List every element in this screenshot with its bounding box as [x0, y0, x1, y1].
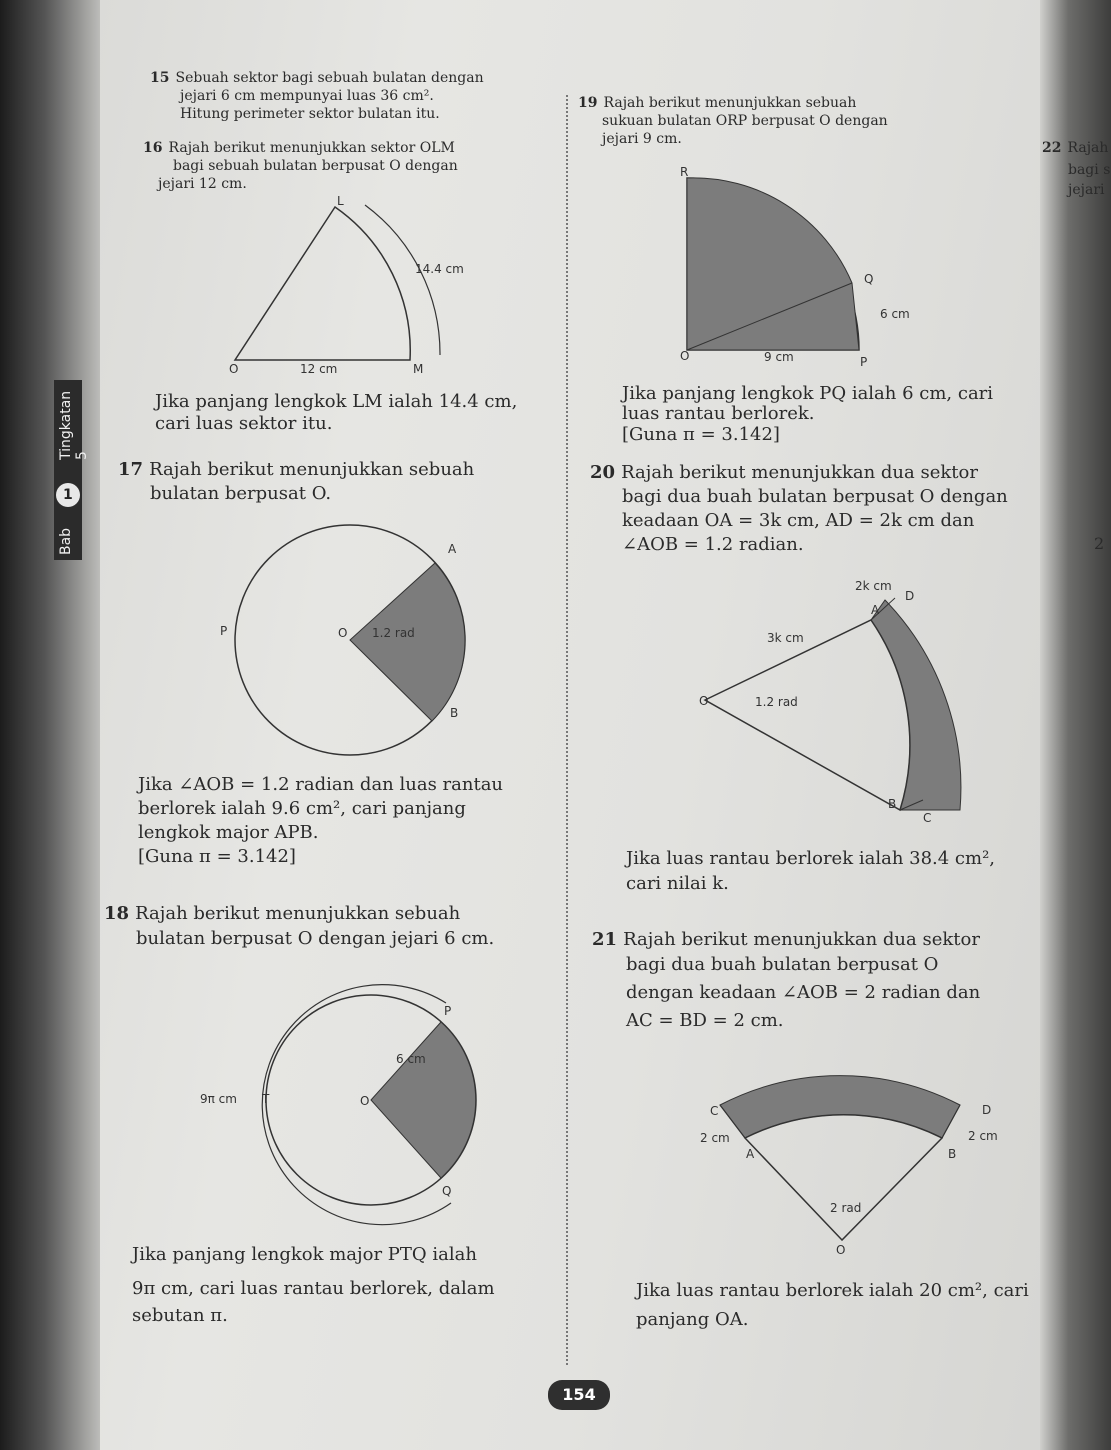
q16-sector-OLM — [235, 207, 410, 360]
q16-label-M: M — [413, 362, 424, 376]
q19-label-Q: Q — [864, 272, 874, 286]
q20-shaded-band — [871, 600, 961, 810]
q21-label-C: C — [710, 1104, 719, 1118]
q17-label-P: P — [220, 624, 228, 638]
q19-label-P: P — [860, 355, 868, 369]
chapter-side-tab — [44, 380, 90, 560]
q19-line2: sukuan bulatan ORP berpusat O dengan — [602, 113, 888, 129]
q19-shaded-region — [687, 178, 859, 350]
q17-label-A: A — [448, 542, 457, 556]
q21-line1: 21 Rajah berikut menunjukkan dua sektor — [592, 929, 980, 950]
q21-label-B: B — [948, 1147, 957, 1161]
q18-circle-diagram — [196, 975, 496, 1220]
q17-label-angle: 1.2 rad — [372, 626, 415, 640]
q21-question-line2: panjang OA. — [636, 1309, 749, 1330]
q16-label-L: L — [337, 194, 344, 208]
page-right-edge — [1040, 0, 1111, 1450]
q17-label-O: O — [338, 626, 348, 640]
q16-line2: bagi sebuah bulatan berpusat O dengan — [173, 158, 458, 174]
q15-line1: 15 Sebuah sektor bagi sebuah bulatan dengan — [150, 70, 484, 86]
q17-question-line4: [Guna π = 3.142] — [138, 846, 296, 867]
q16-label-O: O — [229, 362, 239, 376]
q17-line1: 17 Rajah berikut menunjukkan sebuah — [118, 459, 475, 480]
q21-label-O: O — [836, 1243, 846, 1257]
q18-label-radius: 6 cm — [396, 1052, 426, 1066]
q19-question-line1: Jika panjang lengkok PQ ialah 6 cm, cari — [622, 383, 994, 404]
q18-question-line1: Jika panjang lengkok major PTQ ialah — [132, 1244, 477, 1265]
q16-line3: jejari 12 cm. — [158, 176, 247, 192]
q18-label-P: P — [444, 1004, 452, 1018]
q22-line2: bagi s — [1068, 162, 1111, 178]
q22-line1: 22 Rajah — [1042, 140, 1109, 156]
q20-label-C: C — [923, 811, 932, 825]
q21-line3: dengan keadaan ∠AOB = 2 radian dan — [626, 982, 981, 1003]
q19-line1: 19 Rajah berikut menunjukkan sebuah — [578, 95, 857, 111]
q17-circle-diagram — [220, 525, 490, 770]
q17-question-line2: berlorek ialah 9.6 cm², cari panjang — [138, 798, 466, 819]
q21-line2: bagi dua buah bulatan berpusat O — [626, 954, 939, 975]
q19-label-O: O — [680, 349, 690, 363]
q20-question-line1: Jika luas rantau berlorek ialah 38.4 cm², — [626, 848, 996, 869]
tingkatan-label: Tingkatan 5 — [58, 390, 90, 460]
q18-line1: 18 Rajah berikut menunjukkan sebuah — [104, 903, 461, 924]
q20-sectors-diagram — [695, 560, 985, 825]
q16-sector-diagram — [225, 195, 485, 380]
page-number: 154 — [548, 1380, 610, 1410]
q19-question-line2: luas rantau berlorek. — [622, 403, 815, 424]
q16-question-line1: Jika panjang lengkok LM ialah 14.4 cm, — [155, 391, 518, 412]
q18-shaded-sector — [371, 1022, 476, 1178]
q19-label-R: R — [680, 165, 689, 179]
chapter-number: 1 — [63, 487, 73, 503]
q20-line2: bagi dua buah bulatan berpusat O dengan — [622, 486, 1008, 507]
q16-question-line2: cari luas sektor itu. — [155, 413, 333, 434]
q15-line3: Hitung perimeter sektor bulatan itu. — [180, 106, 440, 122]
q18-line2: bulatan berpusat O dengan jejari 6 cm. — [136, 928, 495, 949]
q17-shaded-sector — [350, 563, 465, 721]
q19-label-pq: 6 cm — [880, 307, 910, 321]
q21-label-A: A — [746, 1147, 755, 1161]
q21-line4: AC = BD = 2 cm. — [626, 1010, 784, 1031]
q19-line3: jejari 9 cm. — [602, 131, 682, 147]
q19-label-op: 9 cm — [764, 350, 794, 364]
q16-arc-arrow — [365, 205, 440, 355]
q20-line1: 20 Rajah berikut menunjukkan dua sektor — [590, 462, 978, 483]
q17-line2: bulatan berpusat O. — [150, 483, 332, 504]
q20-line4: ∠AOB = 1.2 radian. — [622, 534, 804, 555]
q16-label-arc: 14.4 cm — [415, 262, 464, 276]
q16-label-radius: 12 cm — [300, 362, 338, 376]
q18-question-line2: 9π cm, cari luas rantau berlorek, dalam — [132, 1278, 495, 1299]
q21-sectors-diagram — [690, 1060, 1020, 1260]
q21-inner-sector — [745, 1115, 942, 1240]
q20-question-line2: cari nilai k. — [626, 873, 729, 894]
q21-label-ac: 2 cm — [700, 1131, 730, 1145]
q21-label-D: D — [982, 1103, 992, 1117]
q18-label-T: T — [262, 1092, 270, 1106]
q20-line3: keadaan OA = 3k cm, AD = 2k cm dan — [622, 510, 975, 531]
book-spine — [0, 0, 100, 1450]
q17-label-B: B — [450, 706, 459, 720]
q21-label-bd: 2 cm — [968, 1129, 998, 1143]
q18-label-Q: Q — [442, 1184, 452, 1198]
q22-line3: jejari — [1068, 182, 1105, 198]
q19-quadrant-diagram — [672, 165, 922, 373]
q18-question-line3: sebutan π. — [132, 1305, 228, 1326]
q19-question-line3: [Guna π = 3.142] — [622, 424, 780, 445]
q20-label-A: A — [871, 603, 880, 617]
q17-question-line3: lengkok major APB. — [138, 822, 319, 843]
bab-label: Bab — [58, 527, 74, 555]
q20-label-D: D — [905, 589, 915, 603]
edge-number: 2 — [1094, 534, 1105, 553]
q15-line2: jejari 6 cm mempunyai luas 36 cm². — [180, 88, 434, 104]
q18-label-O: O — [360, 1094, 370, 1108]
q21-question-line1: Jika luas rantau berlorek ialah 20 cm², cari — [636, 1280, 1029, 1301]
q18-label-arc: 9π cm — [200, 1092, 237, 1106]
q20-label-ad: 2k cm — [855, 579, 892, 593]
q16-line1: 16 Rajah berikut menunjukkan sektor OLM — [143, 140, 455, 156]
q17-question-line1: Jika ∠AOB = 1.2 radian dan luas rantau — [138, 774, 504, 795]
q21-label-angle: 2 rad — [830, 1201, 862, 1215]
q20-label-B: B — [888, 797, 897, 811]
q20-label-oa: 3k cm — [767, 631, 804, 645]
q20-inner-sector — [705, 620, 910, 810]
q21-shaded-band — [720, 1076, 960, 1138]
q20-label-angle: 1.2 rad — [755, 695, 798, 709]
column-divider — [566, 95, 568, 1365]
q20-label-O: O — [699, 694, 709, 708]
